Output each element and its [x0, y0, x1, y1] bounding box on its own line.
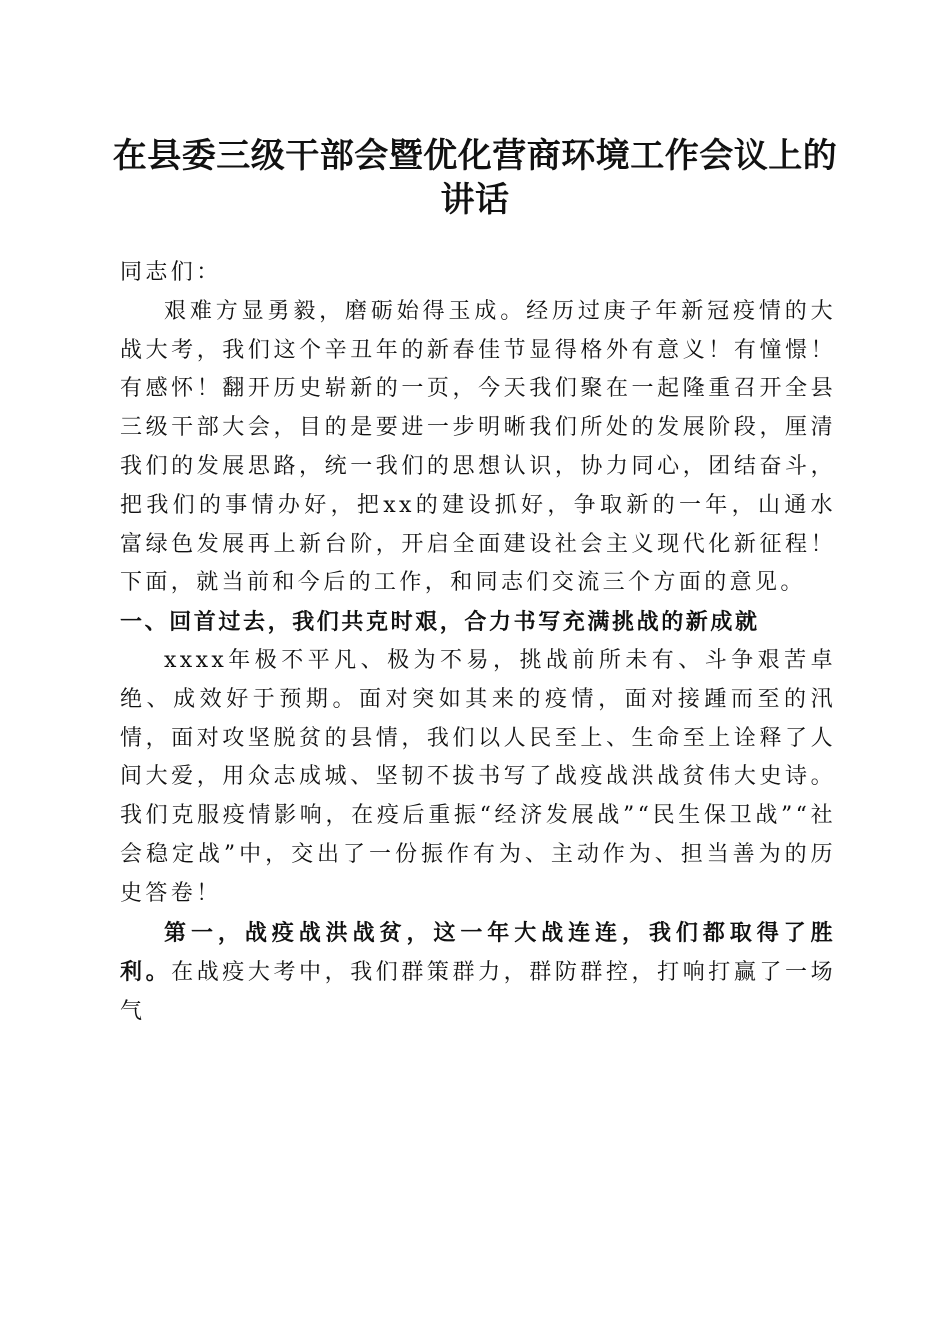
document-body	[120, 254, 836, 1032]
document-title: 在县委三级干部会暨优化营商环境工作会议上的讲话	[112, 136, 838, 220]
section-paragraph: xxxx年极不平凡、极为不易，挑战前所未有、斗争艰苦卓绝、成效好于预期。面对突如其来的疫情，面对接踵而至的汛情，面对攻坚脱贫的县情，我们以人民至上、生命至上诠释了人间大爱，用众志成城、坚韧不拔书写了战疫战洪战贫伟大史诗。我们克服疫情影响，在疫后重振“经济发展战”“民生保卫战”“社会稳定战”中，交出了一份振作有为、主动作为、担当善为的历史答卷！	[120, 647, 836, 906]
point-one-paragraph	[120, 914, 836, 1032]
opening-paragraph: 艰难方显勇毅，磨砺始得玉成。经历过庚子年新冠疫情的大战大考，我们这个辛丑年的新春佳节显得格外有意义！有憧憬！有感怀！翻开历史崭新的一页，今天我们聚在一起隆重召开全县三级干部大会，目的是要进一步明晰我们所处的发展阶段，厘清我们的发展思路，统一我们的思想认识，协力同心，团结奋斗，把我们的事情办好，把xx的建设抓好，争取新的一年，山通水富绿色发展再上新台阶，开启全面建设社会主义现代化新征程！下面，就当前和今后的工作，和同志们交流三个方面的意见。	[120, 298, 836, 596]
point-one-text: 在战疫大考中，我们群策群力，群防群控，打响打赢了一场气	[120, 960, 836, 1025]
salutation: 同志们：	[120, 260, 222, 285]
section-heading: 一、回首过去，我们共克时艰，合力书写充满挑战的新成就	[120, 609, 760, 636]
point-one-lead: 第一，战疫战洪战贫，这一年大战连连，我们都取得了胜利。	[120, 919, 836, 986]
